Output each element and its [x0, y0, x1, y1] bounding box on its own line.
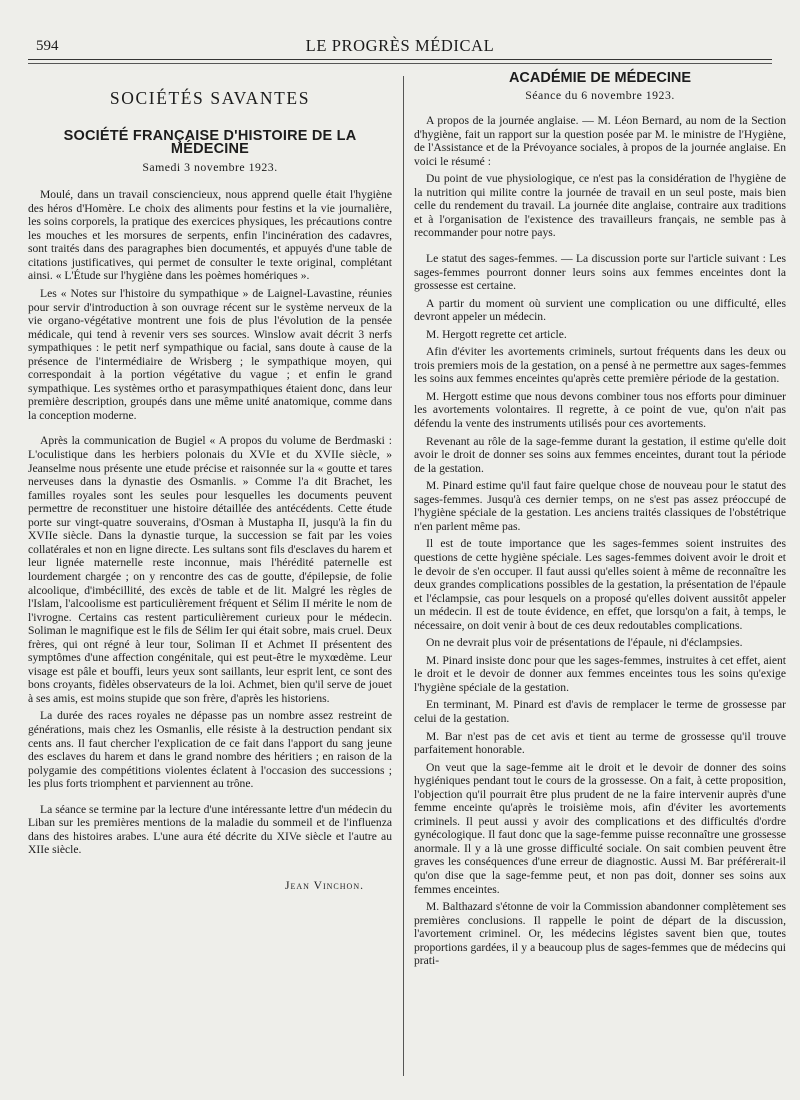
paragraph: M. Hergott estime que nous devons combiner tous nos efforts pour diminuer les avortements volontaires. Il regrette, à ce point de vue, qu'on n'ait pas défendu la vente des instruments utilisés pour ces avortements.: [414, 389, 786, 431]
paragraph: Afin d'éviter les avortements criminels, surtout fréquents dans les deux ou trois premiers mois de la gestation, on a pensé à ne permettre aux sages-femmes les soins aux femmes enceintes qu'après cette première période de la gestation.: [414, 345, 786, 386]
paragraph: On veut que la sage-femme ait le droit et le devoir de donner des soins hygiéniques pendant tout le cours de la grossesse. On a fait, à cette proposition, l'objection qu'il pourrait être plus prudent de ne la faire intervenir auprès d'une femme enceinte qu'après le troisième mois, afin d'éviter les avortements criminels. Il peut aussi y avoir des complications et des difficultés d'ordre gynécologique. Il faut donc que la sage-femme puisse reconnaître une grossesse anormale. Il y a là une grosse difficulté sociale. On sait combien peuvent être graves les conséquences d'une erreur de diagnostic. Aussi M. Bar préférerait-il qu'on dise que la sage-femme peut, et non pas doit, donner ses soins aux femmes enceintes.: [414, 760, 786, 896]
paragraph: A propos de la journée anglaise. — M. Léon Bernard, au nom de la Section d'hygiène, fait un rapport sur la question posée par M. le ministre de l'Hygiène, de l'Assistance et de la Prévoyance sociales, à propos de la journée anglaise. En voici le résumé :: [414, 114, 786, 168]
section-title: SOCIÉTÉS SAVANTES: [109, 88, 311, 108]
left-column: [28, 70, 392, 892]
society-title: SOCIÉTÉ FRANÇAISE D'HISTOIRE DE LA MÉDECINE: [63, 127, 357, 158]
paragraph: M. Hergott regrette cet article.: [426, 327, 567, 341]
paragraph: Après la communication de Bugiel « A propos du volume de Berdmaski : L'oculistique dans les herbiers polonais du XVIe et du XVIIe siècle, » Jeanselme nous présente une etude précise et raisonnée sur la « goutte et tares nerveuses dans la dynastie des Osmanlis. » Comme l'a dit Brachet, les familles royales sont les seules pour lesquelles les documents peuvent permettre de reconstituer une histoire détaillée des antécédents. Cette étude porte sur vingt-quatre souverains, d'Osman à Mustapha II, jusqu'à la fin du XVIIe siècle. Dans la dynastie turque, la succession se fait par les voies collatérales et non en ligne directe. Les sultans sont fils d'esclaves du harem et leur lignée maternelle reste inconnue, mais l'hérédité paternelle est lourdement chargée ; on y rencontre des cas de goutte, d'épilepsie, de folie alcoolique, d'imbécillité, des excès de table et de lit. Malgré les règles de l'Islam, l'alcoolisme est particulièrement fréquent et Sélim II mérite le nom de l'ivrogne. Certains cas restent particulièrement curieux pour le médecin. Soliman le magnifique est le fils de Sélim Ier qui était sobre, mais cruel. Deux frères, qui ont régné à leur tour, Soliman II et Achmet II présentent des symptômes d'une affection congénitale, qui est peut-être le myxœdème. Leur visage est pâle et bouffi, leurs yeux sont saillants, leur esprit lent, ce sont des bons croyants, fidèles observateurs de la loi. Achmet, bien qu'il serve de jouet à ses amis, est moins stupide que son frère, d'après les historiens.: [28, 434, 392, 705]
paragraph: La durée des races royales ne dépasse pas un nombre assez restreint de générations, mais chez les Osmanlis, elle résiste à la destruction pendant six cents ans. Il faut chercher l'explication de ce fait dans l'apport du sang jeune des esclaves du harem et dans le grand nombre des héritiers ; en raison de la polygamie des compétitions violentes éclatent à l'occasion des successions ; les plus forts triomphent et parviennent au trône.: [28, 709, 392, 791]
column-divider: [403, 76, 404, 1076]
academy-title: ACADÉMIE DE MÉDECINE: [508, 70, 692, 86]
paragraph: M. Balthazard s'étonne de voir la Commission abandonner complètement ses premières conclusions. Il rappelle le point de départ de la discussion, l'avortement criminel. Or, les médecins légistes savent bien que, toutes proportions gardées, il y a beaucoup plus de sages-femmes que de médecins qui prati-: [414, 900, 786, 968]
paragraph: Du point de vue physiologique, ce n'est pas la considération de l'hygiène de la nutrition qui milite contre la journée de travail en un seul poste, mais bien celle du rendement du travail. La journée dite anglaise, contraire aux traditions et à l'organisation de l'existence des travailleurs français, ne semble pas à recommander pour notre pays.: [414, 172, 786, 240]
paragraph: Moulé, dans un travail consciencieux, nous apprend quelle était l'hygiène des héros d'Homère. Le choix des aliments pour festins et la vie journalière, les soins corporels, la pratique des exercices physiques, les précautions contre les mouches et les morsures de serpents, enfin l'incinération des cadavres, sont traités dans des paragraphes bien documentés, et appuyés d'une table de citations justificatives, qui permet de consulter le texte original, complétant ainsi. « L'Étude sur l'hygiène dans les poèmes homériques ».: [28, 188, 392, 283]
page-header: [28, 30, 772, 56]
paragraph: M. Pinard insiste donc pour que les sages-femmes, instruites à cet effet, aient le droit et le devoir de donner aux femmes enceintes tous les soins qu'exige l'hygiène spéciale de la gestation.: [414, 653, 786, 694]
author-signature: Jean Vinchon.: [284, 878, 364, 892]
paragraph: A partir du moment où survient une complication ou une difficulté, elles devront appeler un médecin.: [414, 296, 786, 324]
paragraph: La séance se termine par la lecture d'une intéressante lettre d'un médecin du Liban sur les premières mentions de la maladie du sommeil et de l'influenza dans des histoires arabes. L'une aura été décrite du XIVe siècle et l'autre au XIIe siècle.: [28, 802, 392, 857]
paragraph: M. Pinard estime qu'il faut faire quelque chose de nouveau pour le statut des sages-femmes. Jusqu'à ces dernier temps, on ne s'est pas assez préoccupé de l'hygiène spéciale de la gestation. Les anciens traités classiques de l'obstétrique n'en parlent même pas.: [414, 479, 786, 533]
paragraph: Il est de toute importance que les sages-femmes soient instruites des questions de cette hygiène spéciale. Les sages-femmes doivent avoir le droit et le devoir de s'en occuper. Il faut aussi qu'elles soient à même de reconnaître les deux grandes complications possibles de la gestation, la présentation de l'épaule et l'éclampsie, cas pour lesquels on a proposé qu'elles doivent aussitôt appeler un médecin. Il est de toute évidence, en effet, que lorsqu'on a fait, à temps, le nécessaire, on doit venir à bout de ces deux redoutables complications.: [414, 537, 786, 632]
paragraph: M. Bar n'est pas de cet avis et tient au terme de grossesse qu'il trouve parfaitement honorable.: [414, 729, 786, 757]
paragraph: Revenant au rôle de la sage-femme durant la gestation, il estime qu'elle doit avoir le droit de donner ses soins aux femmes enceintes, durant tout la période de la gestation.: [414, 434, 786, 475]
session-date: Samedi 3 novembre 1923.: [142, 159, 278, 174]
header-rule-thick: [28, 59, 772, 60]
paragraph: Le statut des sages-femmes. — La discussion porte sur l'article suivant : Les sages-femmes pourront donner leurs soins aux femmes enceintes dont la grossesse est certaine.: [414, 252, 786, 293]
paragraph: Les « Notes sur l'histoire du sympathique » de Laignel-Lavastine, réunies pour servir d'introduction à son ouvrage récent sur le système nerveux de la vie organo-végétative montrent une fois de plus l'évolution de la pensée médicale, qui tend à revenir vers ses sources. Winslow avait décrit 3 nerfs sympathiques : le petit nerf sympathique ou facial, sans doute à cause de la présence de l'intermédiaire de Wrisberg ; le sympathique moyen, qui correspondait à la portion végétative du vague ; et enfin le grand sympathique. Les systèmes ortho et parasympathiques étaient donc, dans leur première description, groupés dans une même unité anatomique, comme dans la conception moderne.: [28, 287, 392, 422]
paragraph: On ne devrait plus voir de présentations de l'épaule, ni d'éclampsies.: [426, 636, 743, 650]
header-rule-thin: [28, 63, 772, 64]
paragraph: En terminant, M. Pinard est d'avis de remplacer le terme de grossesse par celui de la gestation.: [414, 698, 786, 725]
session-date: Séance du 6 novembre 1923.: [525, 87, 675, 102]
right-column: [414, 70, 786, 972]
journal-title: LE PROGRÈS MÉDICAL: [305, 36, 495, 55]
page-number: 594: [36, 38, 59, 54]
